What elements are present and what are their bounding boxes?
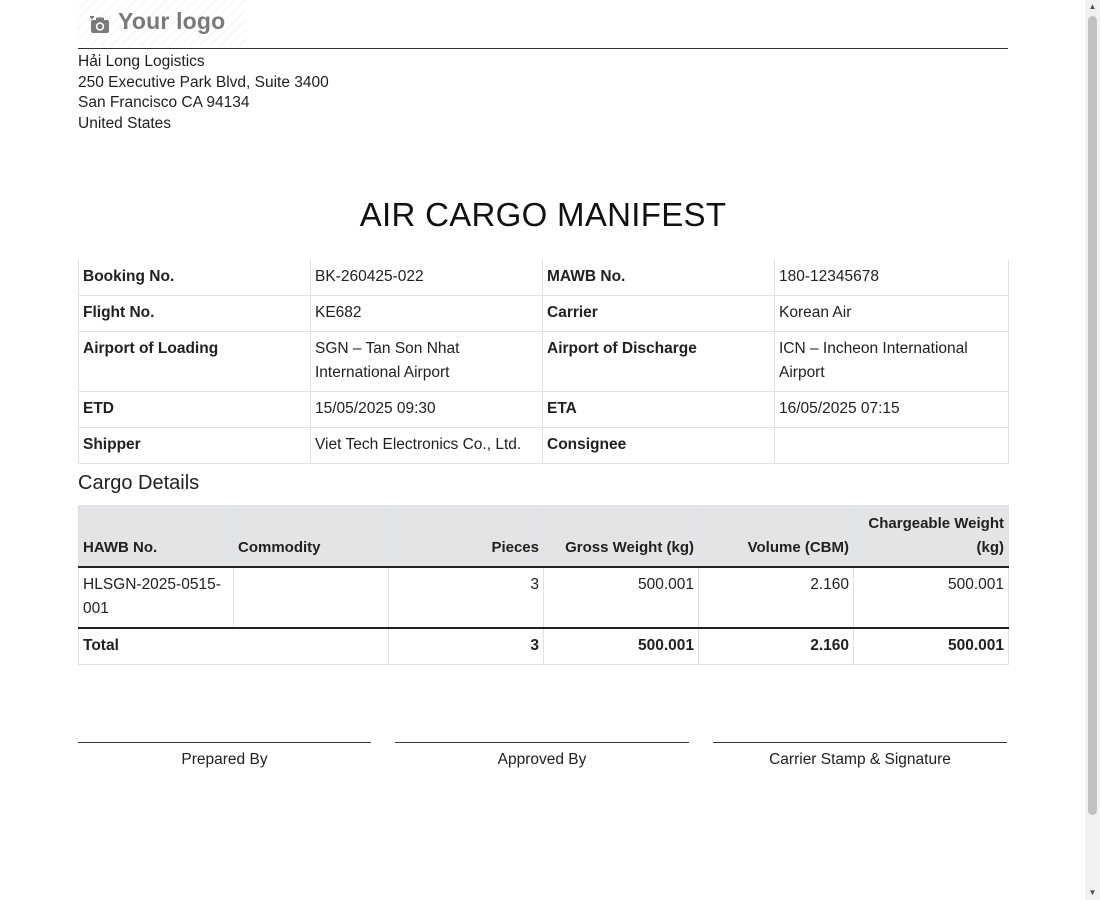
airport-loading-value: SGN – Tan Son Nhat International Airport [311, 332, 543, 392]
airport-discharge-value: ICN – Incheon International Airport [775, 332, 1009, 392]
total-volume: 2.160 [699, 628, 854, 665]
mawb-value: 180-12345678 [775, 260, 1009, 296]
carrier-stamp-signature: Carrier Stamp & Signature [713, 742, 1007, 769]
etd-value: 15/05/2025 09:30 [311, 392, 543, 428]
cargo-header-row [79, 506, 1009, 568]
info-row [79, 428, 1009, 464]
cell-commodity [234, 567, 389, 628]
cell-volume: 2.160 [699, 567, 854, 628]
eta-label: ETA [543, 392, 775, 428]
info-row [79, 296, 1009, 332]
cell-pieces: 3 [389, 567, 544, 628]
eta-value: 16/05/2025 07:15 [775, 392, 1009, 428]
logo-area[interactable] [78, 0, 246, 46]
vertical-scrollbar[interactable] [1085, 0, 1100, 900]
shipment-info-table [78, 260, 1009, 464]
total-label: Total [79, 628, 389, 665]
company-address [78, 52, 329, 134]
address-line-2: San Francisco CA 94134 [78, 94, 250, 111]
company-name: Hải Long Logistics [78, 53, 205, 70]
info-row [79, 332, 1009, 392]
mawb-label: MAWB No. [543, 260, 775, 296]
total-row [79, 628, 1009, 665]
approved-by-signature: Approved By [395, 742, 689, 769]
scroll-up-arrow-icon[interactable]: ▲ [1088, 2, 1097, 11]
total-chargeable-weight: 500.001 [854, 628, 1009, 665]
flight-value: KE682 [311, 296, 543, 332]
address-line-1: 250 Executive Park Blvd, Suite 3400 [78, 73, 329, 91]
col-commodity: Commodity [234, 506, 389, 568]
airport-loading-label: Airport of Loading [79, 332, 311, 392]
cargo-table [78, 505, 1009, 665]
cell-gross-weight: 500.001 [544, 567, 699, 628]
shipper-label: Shipper [79, 428, 311, 464]
total-gross-weight: 500.001 [544, 628, 699, 665]
etd-label: ETD [79, 392, 311, 428]
address-country: United States [78, 114, 172, 132]
booking-value: BK-260425-022 [311, 260, 543, 296]
document-title: AIR CARGO MANIFEST [359, 196, 727, 233]
prepared-by-signature: Prepared By [78, 742, 371, 769]
info-row [79, 392, 1009, 428]
shipper-value: Viet Tech Electronics Co., Ltd. [311, 428, 543, 464]
booking-label: Booking No. [79, 260, 311, 296]
table-row [79, 567, 1009, 628]
airport-discharge-label: Airport of Discharge [543, 332, 775, 392]
col-pieces: Pieces [389, 506, 544, 568]
scrollbar-thumb[interactable] [1088, 16, 1097, 815]
cell-hawb: HLSGN-2025-0515-001 [79, 567, 234, 628]
scroll-down-arrow-icon[interactable]: ▼ [1088, 888, 1097, 897]
cell-chargeable-weight: 500.001 [854, 567, 1009, 628]
logo-text: Your logo [118, 8, 226, 34]
total-pieces: 3 [389, 628, 544, 665]
col-chargeable-weight: Chargeable Weight (kg) [854, 506, 1009, 568]
col-hawb: HAWB No. [79, 506, 234, 568]
carrier-label: Carrier [543, 296, 775, 332]
header-divider [78, 48, 1008, 49]
logo[interactable] [90, 8, 225, 35]
col-gross-weight: Gross Weight (kg) [544, 506, 699, 568]
info-row [79, 260, 1009, 296]
consignee-value [775, 428, 1009, 464]
consignee-label: Consignee [543, 428, 775, 464]
col-volume: Volume (CBM) [699, 506, 854, 568]
flight-label: Flight No. [79, 296, 311, 332]
carrier-value: Korean Air [775, 296, 1009, 332]
cargo-section-title: Cargo Details [78, 472, 200, 494]
camera-icon [90, 13, 110, 31]
